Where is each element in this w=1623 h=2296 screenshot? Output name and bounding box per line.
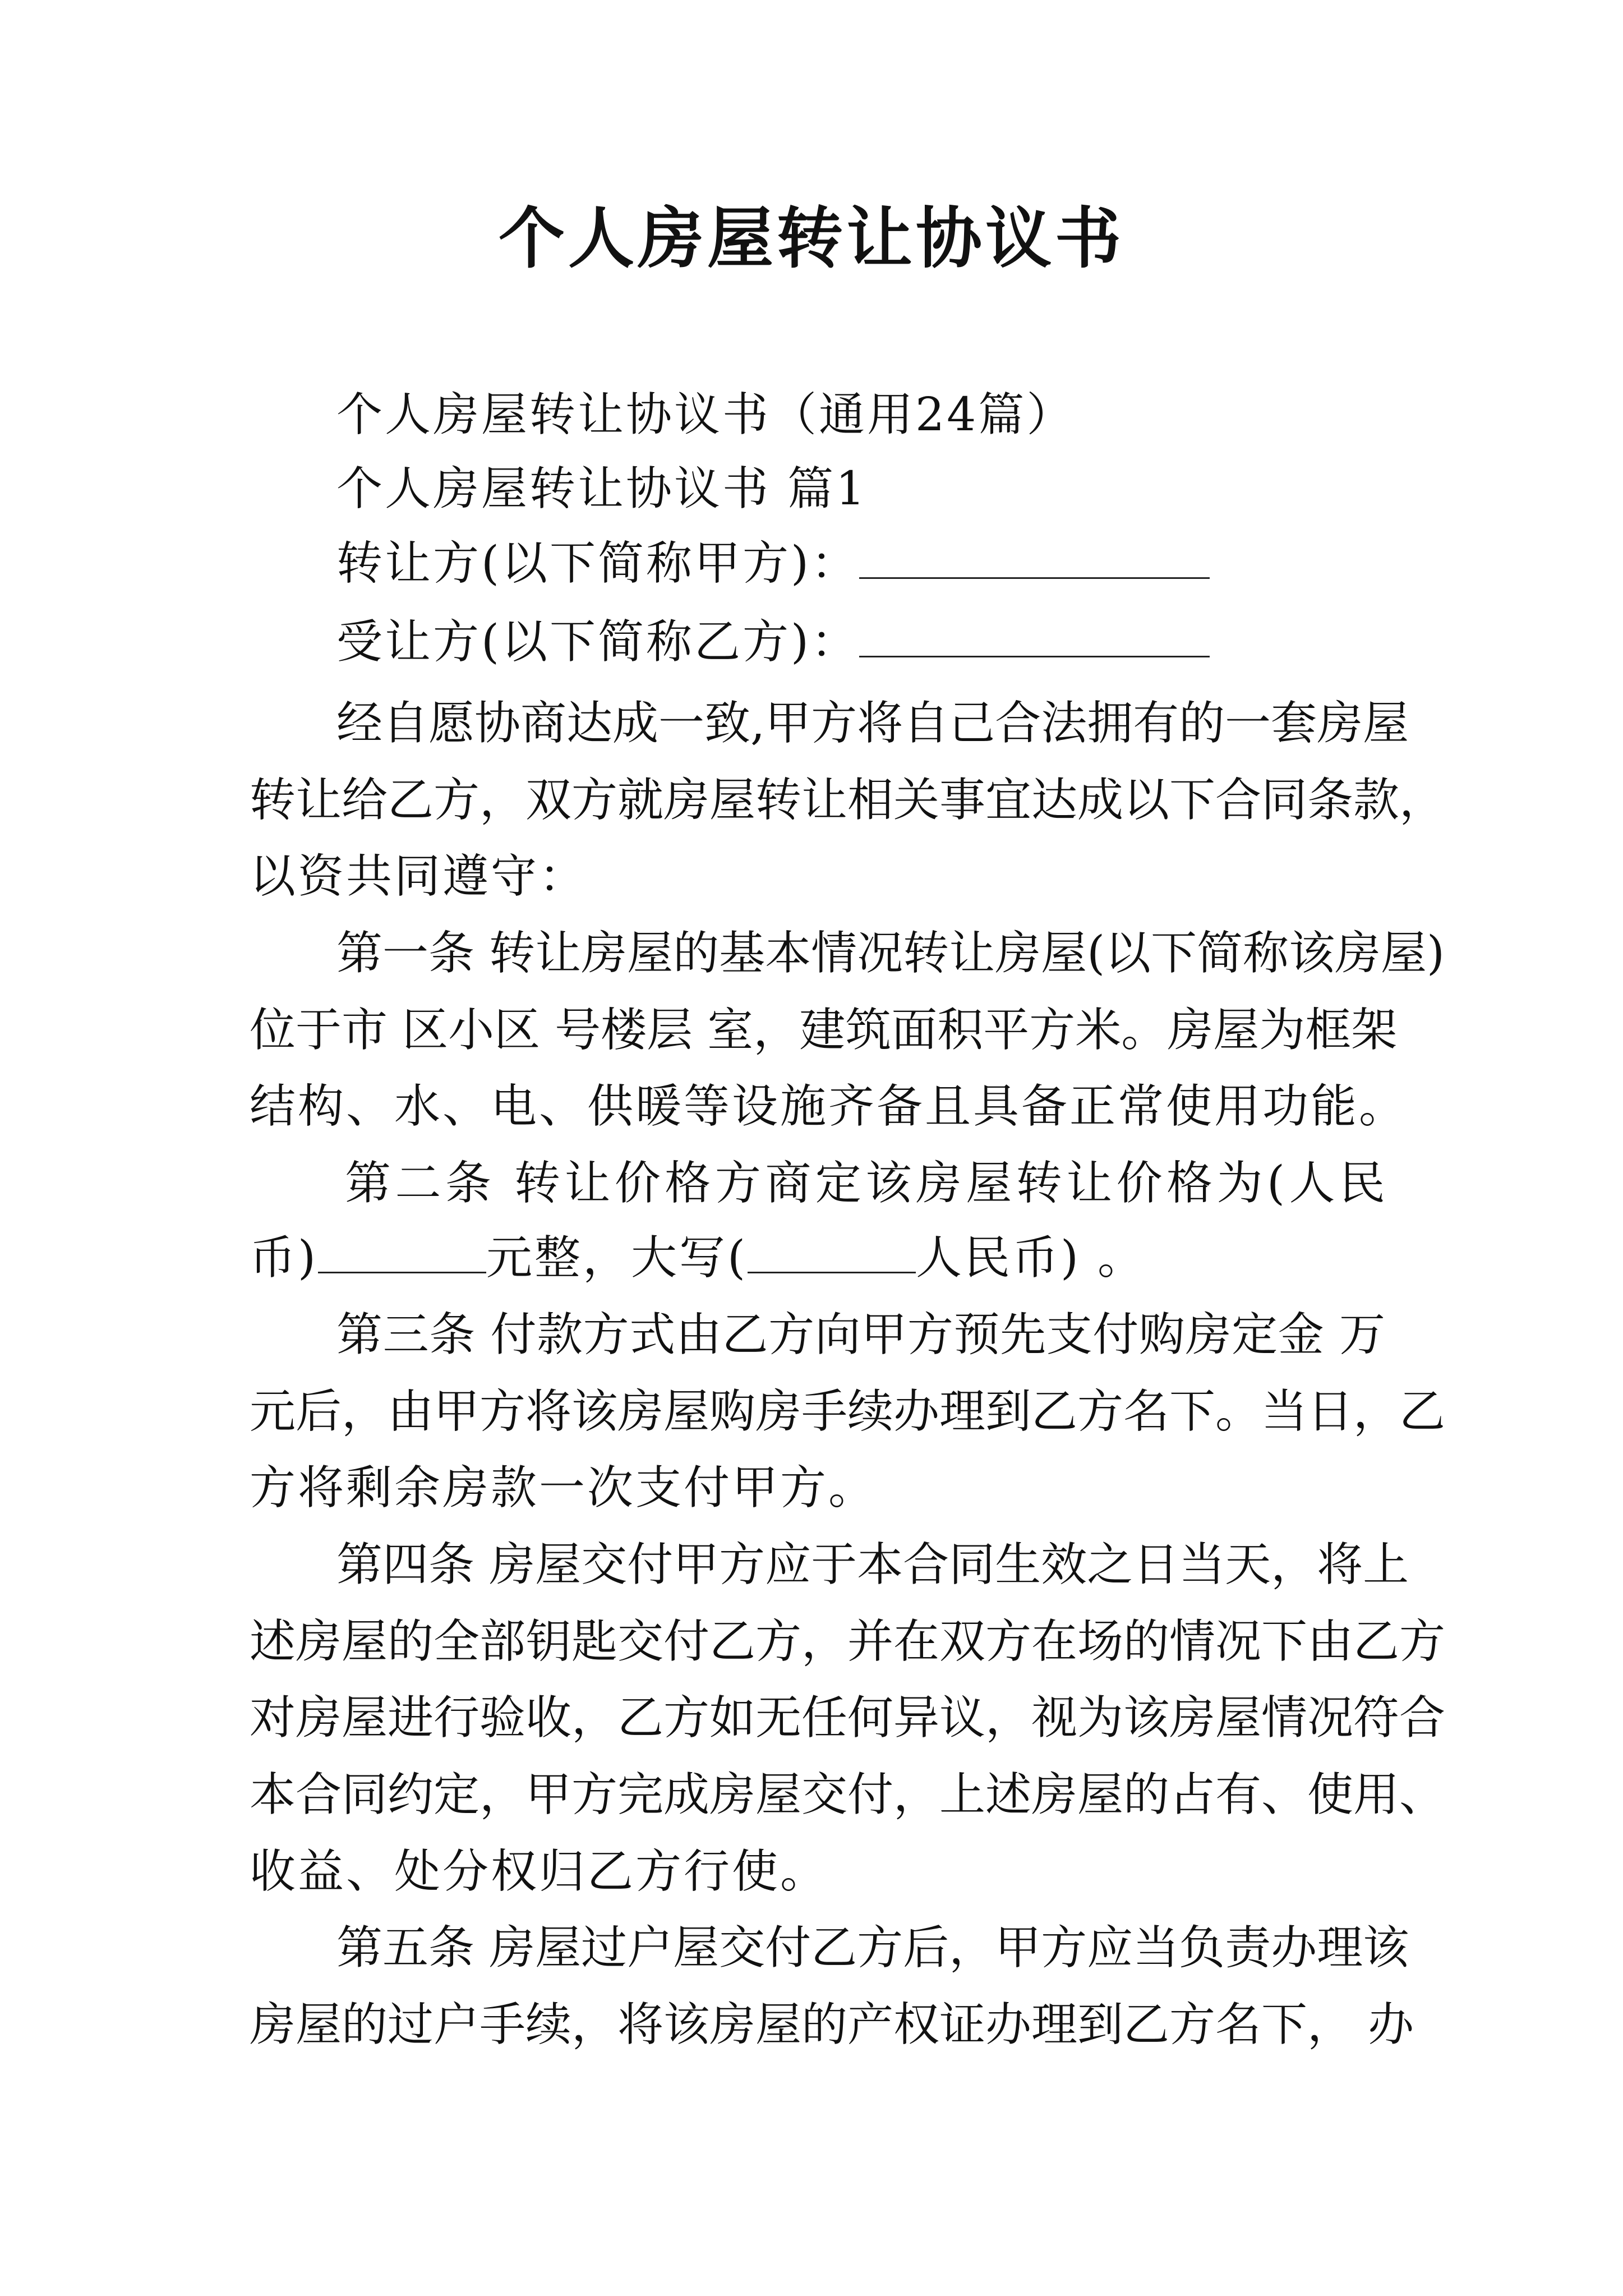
intro-line-1: 经自愿协商达成一致,甲方将自己合法拥有的一套房屋 (336, 697, 1409, 750)
section-heading: 个人房屋转让协议书 篇1 (336, 462, 868, 516)
article5-line-1: 第五条 房屋过户屋交付乙方后，甲方应当负责办理该 (336, 1921, 1409, 1975)
intro-line-3: 以资共同遵守： (250, 850, 588, 903)
article2-line-2 (250, 1230, 1146, 1286)
article3-line-3: 方将剩余房款一次支付甲方。 (250, 1461, 877, 1515)
article1-line-1: 第一条 转让房屋的基本情况转让房屋(以下简称该房屋) (336, 927, 1445, 980)
article2-prefix: 币) (250, 1231, 318, 1285)
transferee-label: 受让方(以下简称乙方)： (336, 615, 859, 669)
transferee-line (336, 614, 1210, 670)
article2-mid: 元整，大写( (486, 1231, 748, 1285)
article2-line-1: 第二条 转让价格方商定该房屋转让价格为(人民 (345, 1157, 1385, 1210)
transferee-blank (859, 616, 1210, 657)
article3-line-1: 第三条 付款方式由乙方向甲方预先支付购房定金 万 (336, 1308, 1385, 1361)
article1-line-2: 位于市 区小区 号楼层 室，建筑面积平方米。房屋为框架 (250, 1004, 1398, 1057)
document-subtitle: 个人房屋转让协议书（通用24篇） (336, 388, 1075, 441)
article4-line-3: 对房屋进行验收，乙方如无任何异议，视为该房屋情况符合 (250, 1691, 1446, 1745)
article4-line-5: 收益、处分权归乙方行使。 (250, 1845, 829, 1898)
page-title: 个人房屋转让协议书 (498, 199, 1124, 277)
price-capital-blank (748, 1232, 916, 1273)
price-number-blank (318, 1232, 486, 1273)
article1-line-3: 结构、水、电、供暖等设施齐备且具备正常使用功能。 (250, 1080, 1408, 1133)
transferor-label: 转让方(以下简称甲方)： (336, 537, 859, 590)
article4-line-4: 本合同约定，甲方完成房屋交付，上述房屋的占有、使用、 (250, 1768, 1446, 1821)
article5-line-2: 房屋的过户手续，将该房屋的产权证办理到乙方名下， 办 (250, 1998, 1414, 2051)
transferor-line (336, 536, 1210, 592)
article2-suffix: 人民币) 。 (916, 1231, 1146, 1285)
article4-line-1: 第四条 房屋交付甲方应于本合同生效之日当天，将上 (336, 1538, 1409, 1591)
intro-line-2: 转让给乙方，双方就房屋转让相关事宜达成以下合同条款， (250, 774, 1446, 827)
transferor-blank (859, 538, 1210, 579)
article3-line-2: 元后，由甲方将该房屋购房手续办理到乙方名下。当日，乙 (250, 1385, 1446, 1438)
article4-line-2: 述房屋的全部钥匙交付乙方，并在双方在场的情况下由乙方 (250, 1615, 1446, 1668)
